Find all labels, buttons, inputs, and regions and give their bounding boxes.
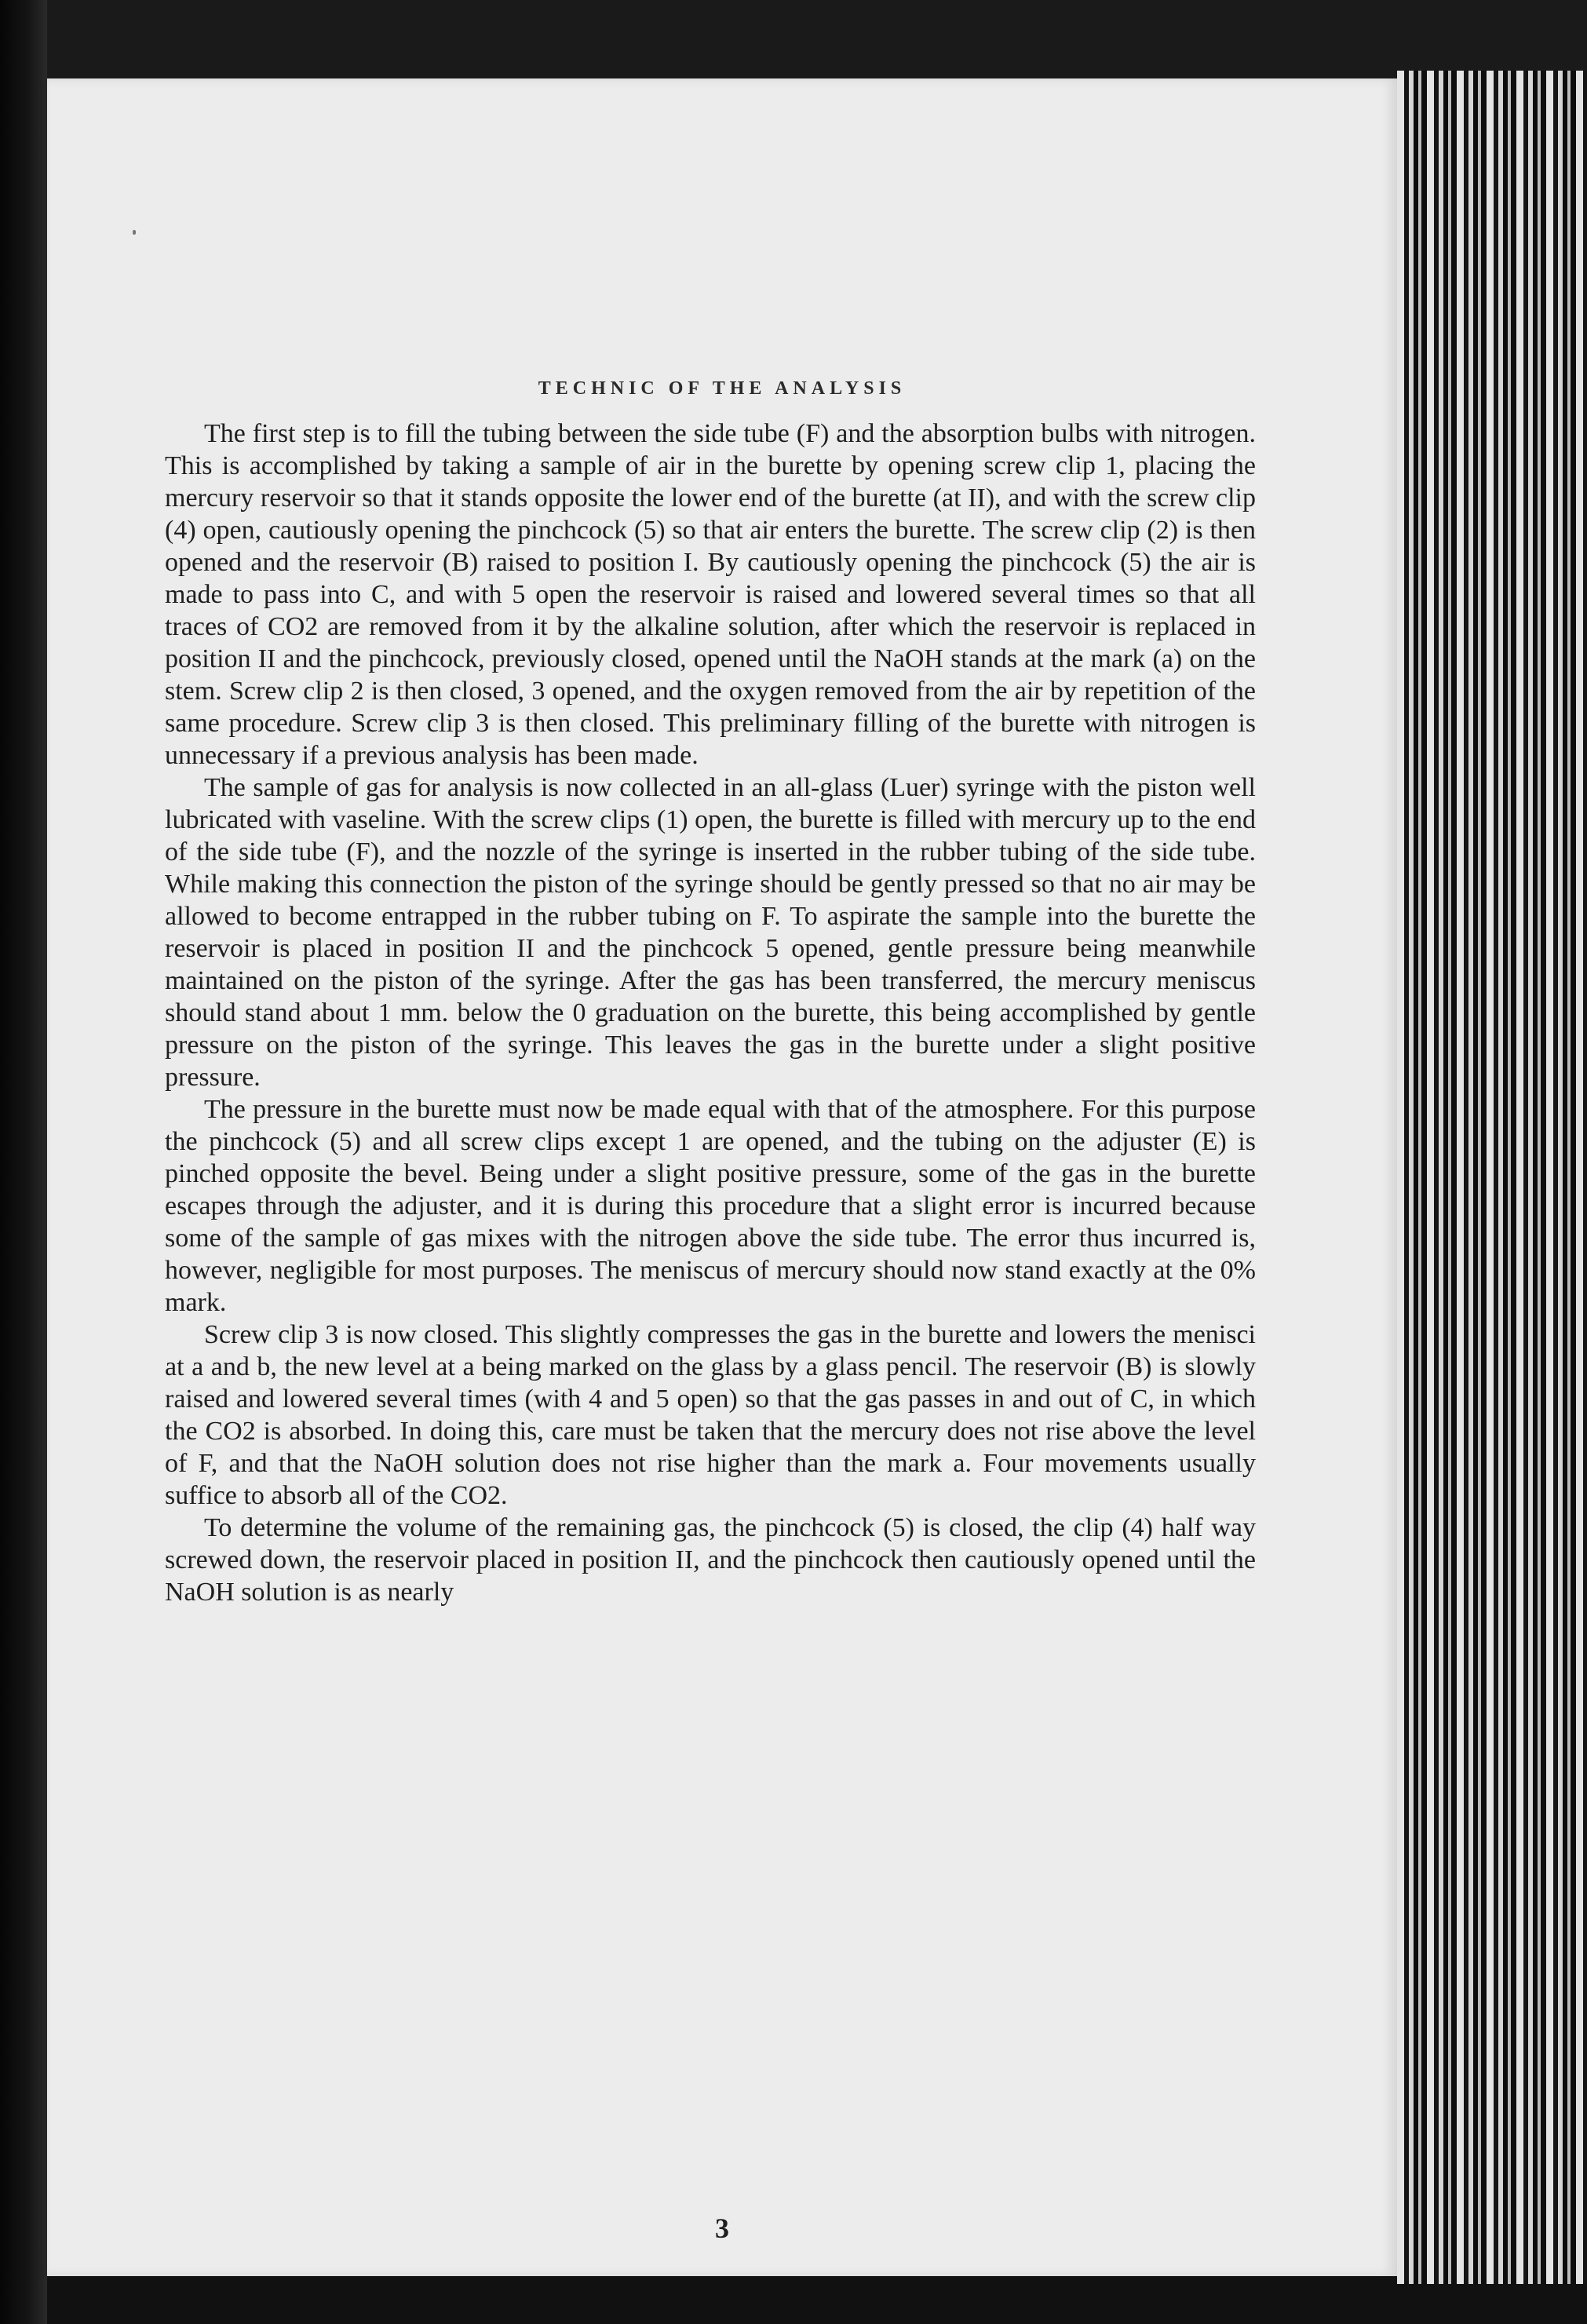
paragraph: The pressure in the burette must now be made equal with that of the atmosphere. For this purpose the pinchcock (5) and all screw clips except 1 are opened, and the tubing on the adjuster (E) is pinched opposite the bevel. Being under a slight positive pressure, some of the gas in the burette escapes through the adjuster, and it is during this procedure that a slight error is incurred because some of the sample of gas mixes with the nitrogen above the side tube. The error thus incurred is, however, negligible for most purposes. The meniscus of mercury should now stand exactly at the 0% mark. [165, 1095, 1256, 1317]
paragraph: The sample of gas for analysis is now collected in an all-glass (Luer) syringe with the piston well lubricated with vaseline. With the screw clips (1) open, the burette is filled with mercury up to the end of the side tube (F), and the nozzle of the syringe is inserted in the rubber tubing of the side tube. While making this connection the piston of the syringe should be gently pressed so that no air may be allowed to become entrapped in the rubber tubing on F. To aspirate the sample into the burette the reservoir is placed in position II and the pinchcock 5 opened, gentle pressure being meanwhile maintained on the piston of the syringe. After the gas has been transferred, the mercury meniscus should stand about 1 mm. below the 0 graduation on the burette, this being accomplished by gentle pressure on the piston of the syringe. This leaves the gas in the burette under a slight positive pressure. [165, 773, 1256, 1092]
body-text [165, 418, 1256, 1608]
page-speck [133, 230, 136, 235]
scan-bottom-edge [47, 2276, 1587, 2324]
section-heading: TECHNIC OF THE ANALYSIS [538, 378, 907, 399]
scan-left-edge [0, 0, 47, 2324]
paragraph: The first step is to fill the tubing between the side tube (F) and the absorption bulbs with nitrogen. This is accomplished by taking a sample of air in the burette by opening screw clip 1, placing the mercury reservoir so that it stands opposite the lower end of the burette (at II), and with the screw clip (4) open, cautiously opening the pinchcock (5) so that air enters the burette. The screw clip (2) is then opened and the reservoir (B) raised to position I. By cautiously opening the pinchcock (5) the air is made to pass into C, and with 5 open the reservoir is raised and lowered several times so that all traces of CO2 are removed from it by the alkaline solution, after which the reservoir is replaced in position II and the pinchcock, previously closed, opened until the NaOH stands at the mark (a) on the stem. Screw clip 2 is then closed, 3 opened, and the oxygen removed from the air by repetition of the same procedure. Screw clip 3 is then closed. This preliminary filling of the burette with nitrogen is unnecessary if a previous analysis has been made. [165, 419, 1256, 770]
book-page [47, 78, 1397, 2276]
paragraph: To determine the volume of the remaining gas, the pinchcock (5) is closed, the clip (4) half way screwed down, the reservoir placed in position II, and the pinchcock then cautiously opened until the NaOH solution is as nearly [165, 1513, 1256, 1607]
paragraph: Screw clip 3 is now closed. This slightly compresses the gas in the burette and lowers the menisci at a and b, the new level at a being marked on the glass by a glass pencil. The reservoir (B) is slowly raised and lowered several times (with 4 and 5 open) so that the gas passes in and out of C, in which the CO2 is absorbed. In doing this, care must be taken that the mercury does not rise above the level of F, and that the NaOH solution does not rise higher than the mark a. Four movements usually suffice to absorb all of the CO2. [165, 1320, 1256, 1510]
book-page-edges [1397, 71, 1587, 2284]
page-number: 3 [715, 2213, 729, 2244]
